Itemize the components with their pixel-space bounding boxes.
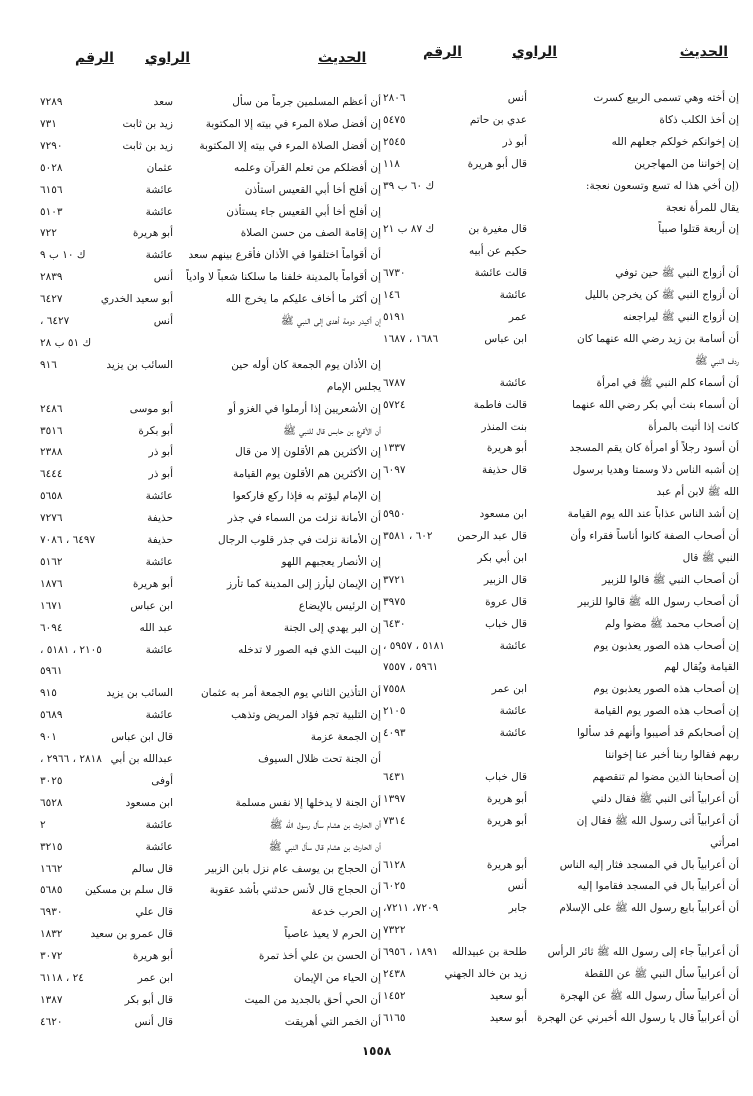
hadith-number: ٣٠٧٢ — [40, 950, 63, 963]
hadith-number: ٥٩٦١ — [40, 665, 63, 678]
hadith-text: أن أعرابياً بال في المسجد فثار إليه الناس — [559, 858, 739, 871]
hadith-text: ردف النبي ﷺ — [694, 354, 739, 367]
narrator-text: عائشة — [499, 639, 527, 652]
header-narrator-left: الراوي — [145, 50, 191, 66]
narrator-text: أبو هريرة — [486, 858, 527, 871]
hadith-number: ٧٥٥٨ — [383, 683, 406, 696]
hadith-number: ٦١٦٥ — [383, 1011, 406, 1024]
hadith-number: ٦٠٩٤ — [40, 621, 63, 634]
hadith-text: أن أعرابياً سأل النبي ﷺ عن اللقطة — [584, 968, 739, 980]
hadith-number: ٥٩٥٠ — [383, 508, 406, 521]
hadith-text: إن الأكثرين هم الأقلون يوم القيامة — [232, 468, 381, 481]
index-entry — [0, 377, 753, 397]
narrator-text: أنس — [153, 271, 173, 284]
hadith-text: أن الحارث بن هشام قال سأل النبي ﷺ — [268, 840, 381, 853]
hadith-text: أن أعرابياً قال يا رسول الله أخبرني عن الهجرة — [537, 1011, 739, 1024]
hadith-number: ٢٨٣٩ — [40, 271, 63, 284]
hadith-text: أن أعرابياً أتى النبي ﷺ فقال دلني — [591, 792, 739, 805]
hadith-number: ٦٠٢٥ — [383, 880, 406, 893]
hadith-text: أن أصحاب النبي ﷺ قالوا للزبير — [601, 573, 739, 586]
hadith-text: يجلس الإمام — [326, 380, 381, 393]
header-hadith-right: الحديث — [679, 44, 728, 60]
hadith-text: إن الحرم لا يعيذ عاصياً — [284, 928, 381, 941]
hadith-text: إن الحياء من الإيمان — [293, 972, 381, 984]
hadith-text: إن الأذان يوم الجمعة كان أوله حين — [231, 358, 381, 371]
narrator-text: ابن أبي بكر — [477, 551, 527, 564]
narrator-text: بنت المنذر — [481, 420, 527, 433]
hadith-text: القيامة ويُقال لهم — [664, 661, 739, 674]
index-entry — [0, 640, 753, 660]
hadith-text: أن أعظم المسلمين جرماً من سأل — [232, 96, 381, 108]
hadith-text: إن البيت الذي فيه الصور لا تدخله — [238, 643, 381, 656]
narrator-text: عائشة — [145, 840, 173, 853]
hadith-text: إن الأمانة نزلت في جذر قلوب الرجال — [217, 534, 381, 546]
hadith-number: ٢٣٨٨ — [40, 446, 63, 459]
narrator-text: جابر — [508, 902, 527, 915]
narrator-text: قال عبد الرحمن — [457, 530, 527, 542]
narrator-text: عائشة — [145, 249, 173, 262]
narrator-text: عثمان — [146, 161, 173, 174]
narrator-text: أبو سعيد — [489, 1011, 527, 1024]
hadith-text: أن أسود رجلاً أو امرأة كان يقم المسجد — [569, 442, 739, 455]
narrator-text: عائشة — [145, 555, 173, 568]
narrator-text: أبو بكرة — [138, 424, 173, 437]
index-entry — [0, 202, 753, 222]
index-entry — [0, 902, 753, 922]
narrator-text: زيد بن ثابت — [122, 117, 173, 130]
hadith-number: ٢١٠٥ ، ٥١٨١ ، — [40, 643, 102, 656]
hadith-text: إن الأكثرين هم الأقلون إلا من قال — [235, 446, 381, 459]
index-entry — [0, 464, 753, 484]
hadith-number: ٣٥١٦ — [40, 424, 63, 437]
index-entry — [0, 749, 753, 769]
index-entry — [0, 442, 753, 462]
hadith-text: إن أفلح أخا أبي القعيس جاء يستأذن — [226, 205, 381, 218]
hadith-number: ٦٠٢ ، ٣٥٨١ — [383, 530, 433, 542]
hadith-text: أن الأقرع بن حابس قال للنبي ﷺ — [283, 424, 381, 437]
hadith-text: أن أسماء بنت أبي بكر رضي الله عنهما — [572, 398, 739, 411]
index-entry — [0, 1012, 753, 1032]
hadith-text: أن أصحاب رسول الله ﷺ قالوا للزبير — [577, 595, 739, 608]
narrator-text: أبو ذر — [148, 446, 173, 459]
narrator-text: قال سلم بن مسكين — [85, 884, 173, 897]
index-entry — [0, 771, 753, 791]
hadith-text: إن الرئيس بالإيضاع — [298, 599, 381, 612]
narrator-text: أنس — [153, 315, 173, 327]
narrator-text: ابن مسعود — [125, 796, 173, 809]
narrator-text: السائب بن يزيد — [106, 687, 173, 700]
hadith-text: الله ﷺ لابن أم عبد — [656, 486, 739, 499]
hadith-text: إن الأنصار يعجبهم اللهو — [281, 555, 381, 568]
narrator-text: قال علي — [135, 906, 173, 919]
hadith-number: ٣٠٢٥ — [40, 774, 63, 787]
index-entry — [0, 399, 753, 419]
hadith-text: (إن أخي هذا له تسع وتسعون نعجة: — [585, 179, 739, 192]
narrator-text: ابن مسعود — [479, 508, 527, 521]
hadith-text: إن أصحابنا الذين مضوا لم تنقصهم — [592, 770, 739, 783]
hadith-number: ١٤٥٢ — [383, 989, 406, 1002]
hadith-number: ٦٧٨٧ — [383, 376, 406, 389]
hadith-text: إن إخواننا من المهاجرين — [634, 157, 739, 170]
narrator-text: أبو هريرة — [132, 577, 173, 590]
hadith-number: ٦١٢٨ — [383, 858, 406, 871]
hadith-number: ٦٧٣٠ — [383, 267, 406, 280]
hadith-number: ١٨٣٢ — [40, 928, 63, 941]
narrator-text: قال الزبير — [484, 573, 527, 586]
hadith-text: أن أعرابياً بايع رسول الله ﷺ على الإسلام — [559, 902, 739, 915]
hadith-number: ٤٠٩٣ — [383, 727, 406, 740]
narrator-text: أبو سعيد — [489, 989, 527, 1002]
index-entry — [0, 618, 753, 638]
index-entry — [0, 727, 753, 747]
hadith-text: أن أعرابياً بال في المسجد فقاموا إليه — [577, 880, 739, 893]
narrator-text: أبو سعيد الخدري — [100, 293, 173, 306]
hadith-text: إن أفضلكم من تعلم القرآن وعلمه — [233, 161, 381, 174]
narrator-text: قال عروة — [485, 595, 527, 608]
narrator-text: عائشة — [145, 490, 173, 503]
narrator-text: قال أبو هريرة — [467, 157, 527, 170]
index-entry — [0, 705, 753, 725]
hadith-text: إن الإيمان ليأرز إلى المدينة كما تأرز — [227, 577, 381, 590]
narrator-text: عبدالله بن أبي — [110, 753, 173, 765]
narrator-text: أبو هريرة — [486, 814, 527, 827]
hadith-number: ٥١٠٣ — [40, 205, 63, 218]
hadith-number: ٧٢٢ — [40, 227, 57, 240]
narrator-text: ابن عمر — [137, 972, 173, 984]
hadith-text: إن أخذ الكلب ذكاة — [659, 113, 739, 126]
hadith-number: ١٤٦ — [383, 289, 400, 302]
hadith-number: ٦٤٤٤ — [40, 468, 63, 481]
hadith-text: إن أكيدر دومة أهدى إلى النبي ﷺ — [281, 315, 381, 327]
hadith-number: ٦٤٩٧ ، ٧٠٨٦ — [40, 534, 96, 546]
hadith-number: ١٣٨٧ — [40, 993, 63, 1006]
index-entry — [0, 92, 753, 112]
hadith-text: أن أزواج النبي ﷺ حين توفي — [615, 267, 739, 280]
hadith-number: ٢ — [40, 818, 46, 831]
index-entry — [0, 574, 753, 594]
narrator-text: ابن عمر — [491, 683, 527, 696]
hadith-number: ٢٤٨٦ — [40, 402, 63, 415]
narrator-text: عائشة — [145, 709, 173, 722]
index-entry — [0, 136, 753, 156]
index-entry — [0, 946, 753, 966]
index-entry — [0, 421, 753, 441]
hadith-number: ٥٩٦١ ، ٧٥٥٧ — [383, 661, 439, 674]
hadith-number: ٣٧٢١ — [383, 573, 406, 586]
hadith-number: ك ١٠ ب ٩ — [40, 249, 86, 262]
hadith-text: النبي ﷺ قال — [682, 551, 739, 564]
narrator-text: قال ابن عباس — [111, 731, 173, 744]
hadith-text: إن أصحاب هذه الصور يعذبون يوم — [593, 639, 739, 652]
hadith-text: أن أسامة بن زيد رضي الله عنهما كان — [577, 332, 739, 345]
narrator-text: عائشة — [145, 183, 173, 196]
index-entry — [0, 880, 753, 900]
hadith-number: ٥٦٨٩ — [40, 709, 63, 722]
narrator-text: طلحة بن عبيدالله — [451, 946, 527, 959]
narrator-text: قال خباب — [485, 617, 527, 630]
hadith-text: أن الخمر التي أهريقت — [284, 1015, 381, 1028]
hadith-number: ٢٨٠٦ — [383, 92, 406, 104]
narrator-text: قال عمرو بن سعيد — [90, 928, 173, 941]
hadith-number: ٢١٠٥ — [383, 705, 406, 718]
hadith-number: ١٨٩١ ، ٦٩٥٦ — [383, 946, 439, 959]
narrator-text: أبو ذر — [502, 135, 527, 148]
hadith-number: ٩١٥ — [40, 687, 57, 700]
hadith-text: إن أصحاب هذه الصور يوم القيامة — [593, 705, 739, 718]
hadith-number: ١٦٨٦ ، ١٦٨٧ — [383, 332, 439, 345]
narrator-text: عائشة — [145, 818, 173, 831]
narrator-text: أوفى — [151, 774, 173, 787]
narrator-text: حذيفة — [147, 534, 173, 546]
hadith-text: أن أعرابياً جاء إلى رسول الله ﷺ ثائر الرأس — [547, 946, 739, 959]
hadith-text: أن الحي أحق بالجديد من الميت — [244, 993, 381, 1006]
hadith-number: ٦٤٢٧ — [40, 293, 63, 306]
narrator-text: قالت فاطمة — [473, 398, 527, 411]
header-number-left: الرقم — [75, 50, 114, 66]
hadith-number: ١٦٦٢ — [40, 862, 63, 875]
hadith-number: ١٨٧٦ — [40, 577, 63, 590]
hadith-text: إن أفضل الصلاة المرء في بيته إلا المكتوبة — [199, 139, 381, 152]
hadith-number: ٣٢١٥ — [40, 840, 63, 853]
hadith-text: إن الجمعة عزمة — [310, 731, 381, 744]
narrator-text: عائشة — [499, 727, 527, 740]
narrator-text: قالت عائشة — [474, 267, 527, 280]
narrator-text: قال حذيفة — [481, 464, 527, 477]
index-entry — [0, 683, 753, 703]
hadith-text: أن الجنة لا يدخلها إلا نفس مسلمة — [235, 796, 381, 809]
narrator-text: أبو هريرة — [132, 950, 173, 963]
hadith-number: ٥١٨١ ، ٥٩٥٧ ، — [383, 639, 445, 652]
hadith-number: ٦٠٩٧ — [383, 464, 406, 477]
hadith-number: ٦٤٢٧ ، — [40, 315, 70, 327]
hadith-text: إن أكثر ما أخاف عليكم ما يخرج الله — [225, 293, 381, 306]
narrator-text: قال أبو بكر — [124, 993, 173, 1006]
index-entry — [0, 924, 753, 944]
hadith-number: ٧٣٢٢ — [383, 924, 406, 937]
index-entry — [0, 158, 753, 178]
narrator-text: ابن عباس — [484, 332, 527, 345]
hadith-number: ٦٤٣١ — [383, 770, 406, 783]
hadith-text: إن أشد الناس عذاباً عند الله يوم القيامة — [567, 508, 739, 521]
hadith-number: ٦١٥٦ — [40, 183, 63, 196]
index-entry — [0, 223, 753, 243]
hadith-number: ٢٤٣٨ — [383, 968, 406, 980]
hadith-number: ٦٤٣٠ — [383, 617, 406, 630]
narrator-text: السائب بن يزيد — [106, 358, 173, 371]
narrator-text: عائشة — [499, 376, 527, 389]
hadith-text: أن الأمانة نزلت من السماء في جذر — [227, 512, 381, 525]
narrator-text: قال سالم — [131, 862, 173, 875]
index-entry — [0, 859, 753, 879]
hadith-text: أن أقواماً اختلفوا في الأذان فأقرع بينهم سعد — [188, 249, 381, 262]
hadith-text: أن الجنة تحت ظلال السيوف — [258, 753, 381, 765]
narrator-text: أبو موسى — [129, 402, 173, 415]
hadith-text: أن أسماء كلم النبي ﷺ في امرأة — [596, 376, 739, 389]
hadith-number: ٥٠٢٨ — [40, 161, 63, 174]
hadith-text: إن أزواج النبي ﷺ ليراجعنه — [622, 311, 739, 323]
index-entry — [0, 530, 753, 550]
hadith-number: ٥٦٥٨ — [40, 490, 63, 503]
index-entry — [0, 815, 753, 835]
narrator-text: عمر — [508, 311, 527, 323]
hadith-number: ك ٦٠ ب ٣٩ — [383, 179, 435, 192]
narrator-text: زيد بن خالد الجهني — [444, 968, 527, 980]
hadith-number: ٧٣١٤ — [383, 814, 406, 827]
narrator-text: عدي بن حاتم — [469, 113, 527, 126]
narrator-text: قال خباب — [485, 770, 527, 783]
hadith-number: ك ٨٧ ب ٢١ — [383, 223, 435, 236]
hadith-text: أن الحجاج بن يوسف عام نزل بابن الزبير — [205, 862, 381, 875]
hadith-text: إن أشبه الناس دلا وسمتا وهديا برسول — [572, 464, 739, 477]
narrator-text: عائشة — [499, 705, 527, 718]
narrator-text: أنس — [507, 880, 527, 893]
hadith-text: أن التأذين الثاني يوم الجمعة أمر به عثمان — [200, 687, 381, 700]
hadith-number: ٦٥٢٨ — [40, 796, 63, 809]
narrator-text: ابن عباس — [130, 599, 173, 612]
hadith-number: ٢٤ ، ٦١١٨ — [40, 972, 84, 984]
narrator-text: حكيم عن أبيه — [468, 245, 527, 258]
page-number: ١٥٥٨ — [361, 1044, 392, 1058]
narrator-text: عائشة — [145, 205, 173, 218]
narrator-text: سعد — [153, 96, 173, 108]
hadith-number: ٧٣١ — [40, 117, 57, 130]
hadith-number: ٦٩٣٠ — [40, 906, 63, 919]
hadith-text: إن إقامة الصف من حسن الصلاة — [240, 227, 381, 240]
hadith-number: ٥٤٧٥ — [383, 113, 406, 126]
hadith-text: إن الإمام ليؤتم به فإذا ركع فاركعوا — [232, 490, 381, 503]
hadith-text: إن أربعة قتلوا صبياً — [658, 223, 739, 236]
index-entry — [0, 333, 753, 353]
hadith-text: أن أعرابياً سأل رسول الله ﷺ عن الهجرة — [560, 989, 739, 1002]
hadith-number: ١٣٣٧ — [383, 442, 406, 455]
header-hadith-left: الحديث — [318, 50, 367, 66]
hadith-text: إن أفلح أخا أبي القعيس استأذن — [244, 183, 381, 196]
index-entry — [0, 114, 753, 134]
hadith-text: يقال للمرأة نعجة — [665, 201, 739, 214]
hadith-number: ٧٢٧٦ — [40, 512, 63, 525]
hadith-number: ٧٢٨٩ — [40, 96, 63, 108]
hadith-number: ٤٦٢٠ — [40, 1015, 63, 1028]
hadith-text: إن أخته وهي تسمى الربيع كسرت — [593, 92, 739, 104]
index-entry — [0, 661, 753, 681]
hadith-text: إن أقواماً بالمدينة خلفنا ما سلكنا شعباً لا وادياً — [186, 271, 381, 284]
narrator-text: أبو هريرة — [486, 442, 527, 455]
narrator-text: عائشة — [145, 643, 173, 656]
narrator-text: قال أنس — [134, 1015, 173, 1028]
hadith-text: إن أصحابكم قد أصيبوا وأنهم قد سألوا — [576, 727, 739, 740]
hadith-text: أن أزواج النبي ﷺ كن يخرجن بالليل — [584, 289, 739, 302]
hadith-text: امرأتي — [710, 836, 739, 849]
hadith-text: ربهم فقالوا ربنا أخبر عنا إخواننا — [605, 749, 739, 761]
hadith-number: ك ٥١ ب ٢٨ — [40, 336, 92, 349]
index-entry — [0, 508, 753, 528]
index-entry — [0, 552, 753, 572]
hadith-number: ٥١٦٢ — [40, 555, 63, 568]
hadith-text: أن أعرابياً أتى رسول الله ﷺ فقال إن — [576, 814, 739, 827]
hadith-text: إن أصحاب محمد ﷺ مضوا ولم — [604, 617, 739, 630]
hadith-text: إن أصحاب هذه الصور يعذبون يوم — [593, 683, 739, 696]
hadith-number: ٢٥٤٥ — [383, 135, 406, 148]
narrator-text: قال مغيرة بن — [468, 223, 527, 236]
index-entry — [0, 486, 753, 506]
hadith-text: أن الحسن بن علي أخذ تمرة — [258, 950, 381, 963]
hadith-text: إن التلبية تجم فؤاد المريض وتذهب — [231, 709, 381, 722]
index-entry — [0, 289, 753, 309]
index-entry — [0, 990, 753, 1010]
hadith-number: ٥١٩١ — [383, 311, 406, 323]
index-entry — [0, 267, 753, 287]
index-entry — [0, 793, 753, 813]
hadith-text: إن البر يهدي إلى الجنة — [283, 621, 381, 634]
index-entry — [0, 837, 753, 857]
hadith-number: ٥٧٢٤ — [383, 398, 406, 411]
hadith-number: ٩١٦ — [40, 358, 57, 371]
narrator-text: حذيفة — [147, 512, 173, 525]
narrator-text: أبو هريرة — [132, 227, 173, 240]
hadith-text: إن الحرب خدعة — [311, 906, 381, 919]
hadith-text: أن الحارث بن هشام سأل رسول الله ﷺ — [269, 818, 381, 831]
hadith-text: إن إخوانكم خولكم جعلهم الله — [611, 135, 739, 148]
hadith-number: ١٦٧١ — [40, 599, 63, 612]
hadith-number: ٩٠١ — [40, 731, 57, 744]
index-entry — [0, 355, 753, 375]
hadith-number: ١٣٩٧ — [383, 792, 406, 805]
hadith-number: ٧٢٩٠ — [40, 139, 63, 152]
header-number-right: الرقم — [423, 44, 462, 60]
narrator-text: أنس — [507, 92, 527, 104]
narrator-text: أبو هريرة — [486, 792, 527, 805]
hadith-number: ١١٨ — [383, 157, 400, 170]
hadith-number: ٢٨١٨ ، ٢٩٦٦ ، — [40, 753, 102, 765]
hadith-number: ٥٦٨٥ — [40, 884, 63, 897]
index-entry — [0, 968, 753, 988]
narrator-text: عائشة — [499, 289, 527, 302]
hadith-text: إن أفضل صلاة المرء في بيته إلا المكتوبة — [205, 117, 381, 130]
narrator-text: أبو ذر — [148, 468, 173, 481]
hadith-text: أن الحجاج قال لأنس حدثني بأشد عقوبة — [209, 884, 381, 897]
narrator-text: عبد الله — [139, 621, 173, 634]
header-narrator-right: الراوي — [512, 44, 558, 60]
hadith-number: ٧٢٠٩، ٧٢١١، — [383, 902, 439, 915]
index-entry — [0, 245, 753, 265]
hadith-number: ٣٩٧٥ — [383, 595, 406, 608]
hadith-text: إن الأشعريين إذا أرملوا في الغزو أو — [227, 402, 381, 415]
narrator-text: زيد بن ثابت — [122, 139, 173, 152]
index-entry — [0, 180, 753, 200]
index-entry — [0, 311, 753, 331]
hadith-text: أن أصحاب الصفة كانوا أناساً فقراء وأن — [570, 530, 739, 542]
hadith-text: كانت إذا أتيت بالمرأة — [648, 420, 739, 433]
index-entry — [0, 596, 753, 616]
